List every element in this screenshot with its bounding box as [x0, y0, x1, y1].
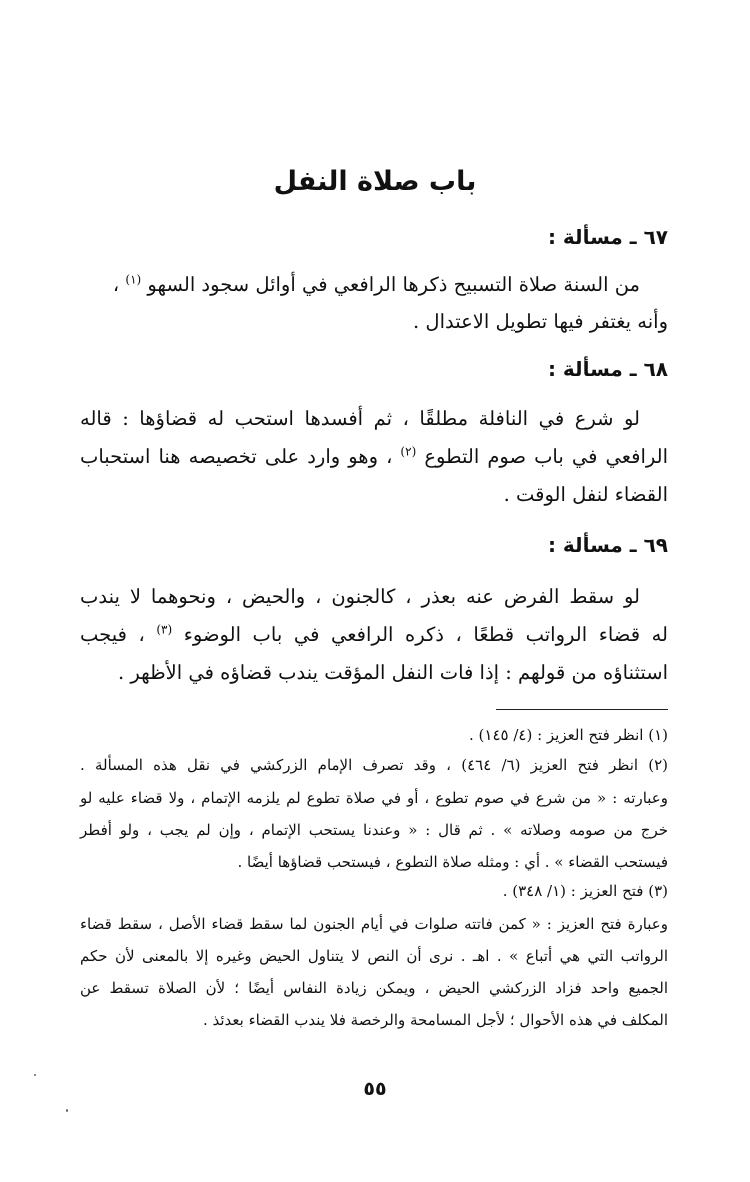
scan-speck: [34, 1074, 36, 1076]
chapter-title: باب صلاة النفل: [273, 166, 477, 197]
footnote-3: (٣) فتح العزيز : (١/ ٣٤٨) .: [502, 882, 668, 900]
footnote-1: (١) انظر فتح العزيز : (٤/ ١٤٥) .: [469, 726, 668, 744]
page-number: ٥٥: [363, 1078, 387, 1100]
footnote-3-text: وعبارة فتح العزيز : « كمن فاتته صلوات في أيام الجنون لما سقط قضاء الأصل ، سقط قضاء: [80, 915, 668, 933]
issue-heading-67: ٦٧ ـ مسألة :: [547, 225, 668, 249]
footnote-ref-1[interactable]: (١): [125, 272, 142, 287]
body-line: استثناؤه من قولهم : إذا فات النفل المؤقت يندب قضاؤه في الأظهر .: [117, 661, 668, 684]
footnote-2-text: خرج من صومه وصلاته » . ثم قال : « وعندنا يستحب الإتمام ، وإن لم يجب ، ولو أفطر: [80, 821, 668, 839]
body-line: له قضاء الرواتب قطعًا ، ذكره الرافعي في باب الوضوء $^{(٣)}$ ، فيجب: [80, 622, 668, 646]
footnote-2: (٢) انظر فتح العزيز (٦/ ٤٦٤) ، وقد تصرف الإمام الزركشي في نقل هذه المسألة .: [80, 756, 669, 774]
issue-heading-68: ٦٨ ـ مسألة :: [547, 357, 668, 381]
body-line: من السنة صلاة التسبيح ذكرها الرافعي في أوائل سجود السهو $^{(١)}$ ،: [112, 272, 640, 296]
scan-speck: [66, 1109, 68, 1112]
footnote-divider: [496, 709, 668, 710]
footnote-ref-3[interactable]: (٣): [156, 622, 173, 637]
footnote-ref-2[interactable]: (٢): [400, 444, 417, 459]
body-line: لو شرع في النافلة مطلقًا ، ثم أفسدها استحب له قضاؤها : قاله: [80, 407, 640, 430]
issue-heading-69: ٦٩ ـ مسألة :: [547, 533, 668, 557]
footnote-2-text: وعبارته : « من شرع في صوم تطوع ، أو في صلاة تطوع لم يلزمه الإتمام ، ولا قضاء عليه لو: [80, 789, 668, 807]
footnote-2-text: فيستحب القضاء » . أي : ومثله صلاة التطوع ، فيستحب قضاؤها أيضًا .: [237, 853, 668, 871]
footnote-3-text: المكلف في هذه الأحوال ؛ لأجل المسامحة والرخصة فلا يندب القضاء بعدئذ .: [202, 1011, 668, 1029]
body-line: لو سقط الفرض عنه بعذر ، كالجنون ، والحيض ، ونحوهما لا يندب: [80, 585, 640, 608]
body-line: الرافعي في باب صوم التطوع $^{(٢)}$ ، وهو وارد على تخصيصه هنا استحباب: [80, 444, 668, 468]
footnote-3-text: الجميع واحد فزاد الزركشي الحيض ، ويمكن زيادة النفاس أيضًا ؛ لأن الصلاة تسقط عن: [80, 979, 668, 997]
footnote-3-text: الرواتب التي هي أتباع » . اهـ . نرى أن النص لا يتناول الحيض وغيره إلا بالمعنى لأن حكم: [80, 947, 668, 965]
body-line: القضاء لنفل الوقت .: [503, 483, 668, 506]
body-line: وأنه يغتفر فيها تطويل الاعتدال .: [413, 310, 668, 333]
